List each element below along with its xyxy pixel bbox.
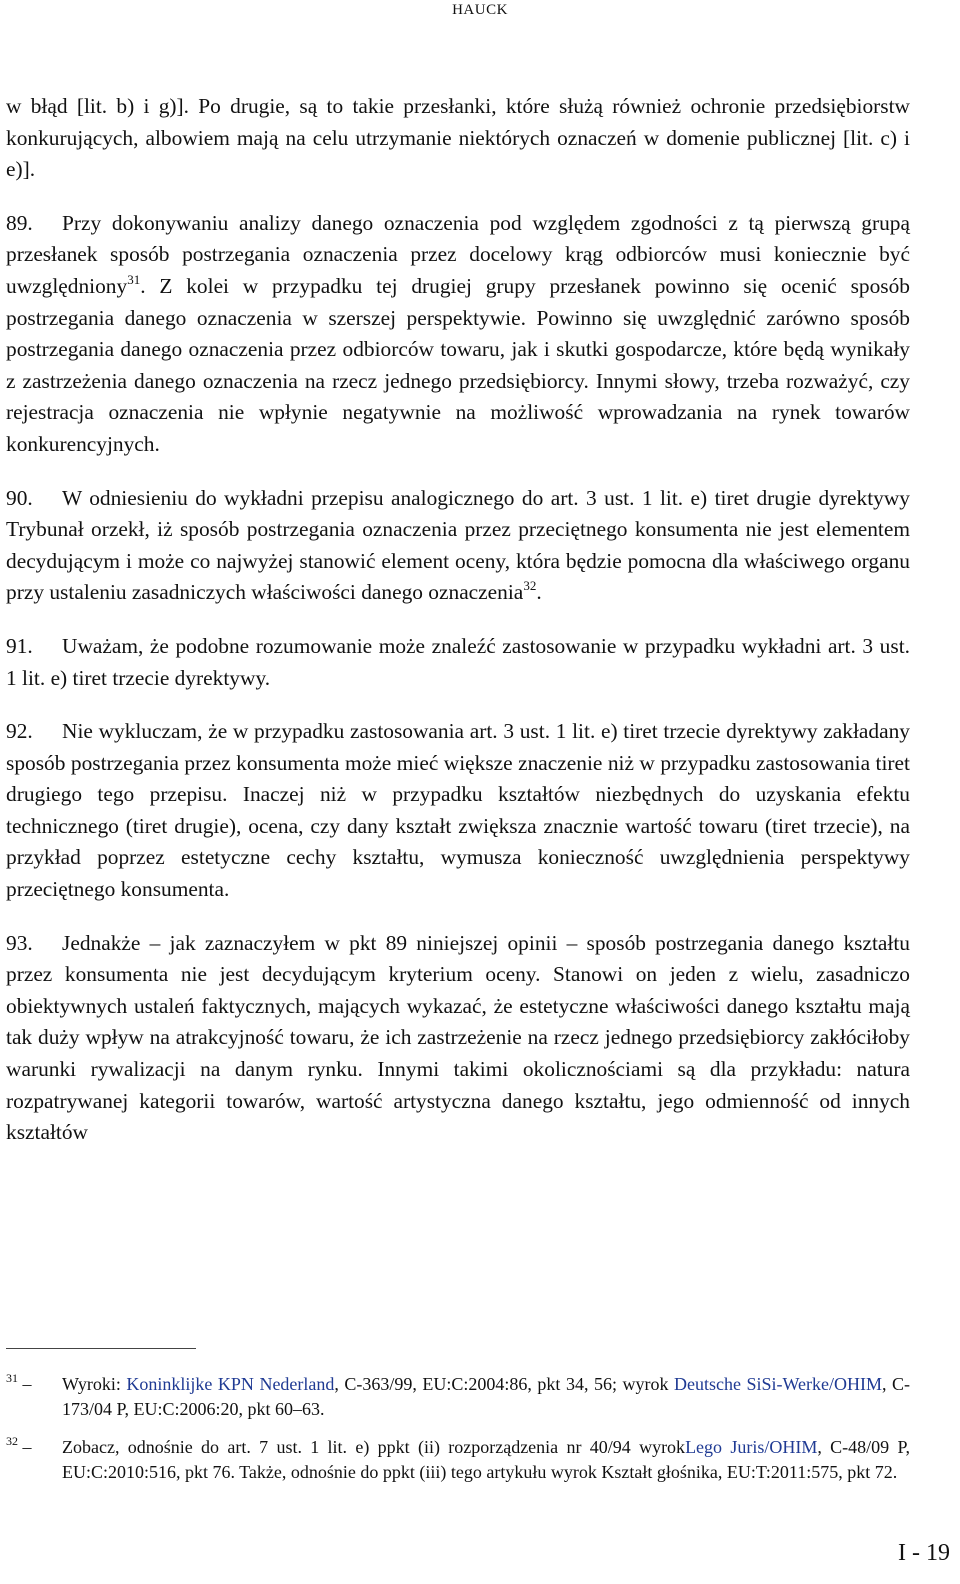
paragraph-number: 93. — [6, 930, 33, 955]
paragraph-number: 92. — [6, 719, 33, 744]
paragraph-89 — [6, 208, 910, 461]
case-link-kpn[interactable]: Koninklijke KPN Nederland — [126, 1374, 335, 1394]
paragraph-number: 91. — [6, 633, 33, 658]
footnote-ref-31[interactable]: 31 — [127, 271, 141, 287]
paragraph-continuation: w błąd [lit. b) i g)]. Po drugie, są to takie przesłanki, które służą również ochronie przedsiębiorstw konkurujących, albowiem mają na celu utrzymanie niektórych oznaczeń w domenie publicznej [lit. c) i e)]. — [6, 94, 910, 182]
paragraph-text: . — [536, 580, 542, 605]
paragraph-text: . Z kolei w przypadku tej drugiej grupy przesłanek powinno się ocenić sposób postrzegania danego oznaczenia w szerszej perspektywie. Powinno się uwzględnić zarówno sposób postrzegania danego oznaczenia przez odbiorców towaru, jak i skutki gospodarcze, które będą wynikały z zastrzeżenia danego oznaczenia na rzecz jednego przedsiębiorcy. Innymi słowy, trzeba rozważyć, czy rejestracja oznaczenia nie wpłynie negatywnie na możliwość wprowadzania na rynek towarów konkurencyjnych. — [6, 273, 910, 456]
page-number: I - 19 — [898, 1540, 950, 1566]
paragraph-number: 90. — [6, 485, 33, 510]
paragraph-text: Nie wykluczam, że w przypadku zastosowania art. 3 ust. 1 lit. e) tiret trzecie dyrektywy zakładany sposób postrzegania przez konsumenta może mieć większe znaczenie niż w przypadku zastosowania tiret drugiego tego przepisu. Inaczej niż w przypadku kształtów niezbędnych do uzyskania efektu technicznego (tiret drugie), ocena, czy dany kształt zwiększa znacznie wartość towaru (tiret trzecie), na przykład poprzez estetyczne cechy kształtu, wymusza konieczność uwzględnienia perspektywy przeciętnego konsumenta. — [6, 719, 910, 902]
footnote-number: $^{31}$ – — [6, 1371, 32, 1394]
paragraph-text: Przy dokonywaniu analizy danego oznaczenia pod względem zgodności z tą pierwszą grupą przesłanek sposób postrzegania oznaczenia przez docelowy krąg odbiorców musi koniecznie być uwzględniony — [6, 210, 910, 298]
footnote-32 — [6, 1435, 910, 1485]
footnote-number: $^{32}$ – — [6, 1434, 32, 1457]
footnote-text: Wyroki: Koninklijke KPN Nederland, C-363/99, EU:C:2004:86, pkt 34, 56; wyrok Deutsche SiSi-Werke/OHIM, C-173/04 P, EU:C:2006:20, pkt 60–63. — [62, 1374, 911, 1419]
footnote-31 — [6, 1372, 910, 1422]
paragraph-92 — [6, 716, 910, 906]
case-link-sisi[interactable]: Deutsche SiSi-Werke/OHIM — [673, 1374, 883, 1394]
paragraph-90 — [6, 483, 910, 609]
opinion-body — [6, 91, 910, 1149]
footnote-text: Zobacz, odnośnie do art. 7 ust. 1 lit. e) ppkt (ii) rozporządzenia nr 40/94 wyrokLego Juris/OHIM, C-48/09 P, EU:C:2010:516, pkt 76. Także, odnośnie do ppkt (iii) tego artykułu wyrok Kształt głośnika, EU:T:2011:575, pkt 72. — [62, 1437, 910, 1482]
case-link-lego[interactable]: Lego Juris/OHIM — [685, 1437, 818, 1457]
paragraph-number: 89. — [6, 210, 33, 235]
paragraph-text: Uważam, że podobne rozumowanie może znaleźć zastosowanie w przypadku wykładni art. 3 ust. 1 lit. e) tiret trzecie dyrektywy. — [6, 633, 910, 690]
running-header: HAUCK — [452, 2, 508, 18]
paragraph-93 — [6, 928, 910, 1149]
paragraph-91 — [6, 631, 910, 694]
paragraph-text: W odniesieniu do wykładni przepisu analogicznego do art. 3 ust. 1 lit. e) tiret drugie dyrektywy Trybunał orzekł, iż sposób postrzegania oznaczenia przez przeciętnego konsumenta nie jest elementem decydującym i może co najwyżej stanowić element oceny, która będzie pomocna dla właściwego organu przy ustaleniu zasadniczych właściwości danego oznaczenia — [6, 485, 910, 605]
footnote-separator — [6, 1348, 196, 1349]
footnotes — [6, 1372, 910, 1498]
paragraph-text: Jednakże – jak zaznaczyłem w pkt 89 niniejszej opinii – sposób postrzegania danego kształtu przez konsumenta nie jest decydującym kryterium oceny. Stanowi on jeden z wielu, zasadniczo obiektywnych ustaleń faktycznych, mających wykazać, że estetyczne właściwości danego kształtu mają tak duży wpływ na atrakcyjność towaru, że ich zastrzeżenie na rzecz jednego przedsiębiorcy zakłóciłoby warunki rywalizacji na danym rynku. Innymi takimi okolicznościami są dla przykładu: natura rozpatrywanej kategorii towarów, wartość artystyczna danego kształtu, jego odmienność od innych kształtów — [6, 930, 910, 1145]
footnote-ref-32[interactable]: 32 — [523, 578, 537, 594]
